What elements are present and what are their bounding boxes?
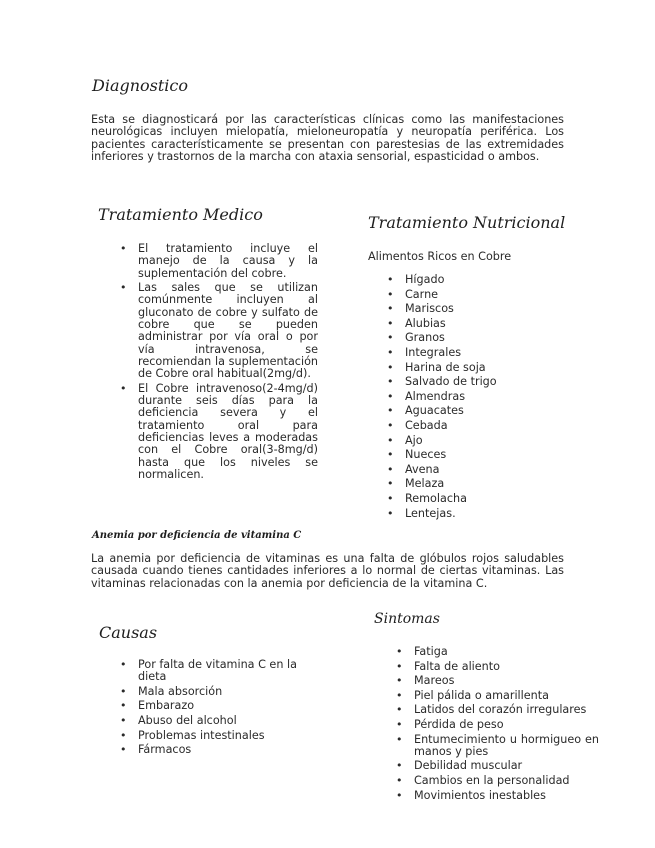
list-item: • Entumecimiento u hormigueo en manos y pies xyxy=(394,734,599,759)
alimentos-subtitle: Alimentos Ricos en Cobre xyxy=(368,250,512,263)
list-item: • Embarazo xyxy=(118,700,318,712)
list-item: • Melaza xyxy=(385,478,565,490)
sintomas-heading: Sintomas xyxy=(374,611,440,627)
tratamiento-medico-heading: Tratamiento Medico xyxy=(98,205,263,224)
list-item: • Hígado xyxy=(385,274,565,286)
list-item: • Ajo xyxy=(385,435,565,447)
list-item: • Latidos del corazón irregulares xyxy=(394,704,599,716)
list-item: • Mareos xyxy=(394,675,599,687)
list-item: • Granos xyxy=(385,332,565,344)
causas-list xyxy=(118,659,318,759)
list-item: • Debilidad muscular xyxy=(394,760,599,772)
list-item: • Nueces xyxy=(385,449,565,461)
list-item: • Mariscos xyxy=(385,303,565,315)
list-item: • Falta de aliento xyxy=(394,661,599,673)
list-item: • El tratamiento incluye el manejo de la causa y la suplementación del cobre. xyxy=(118,243,318,280)
list-item: • Alubias xyxy=(385,318,565,330)
sintomas-list xyxy=(394,646,599,804)
list-item: • Harina de soja xyxy=(385,362,565,374)
list-item: • Cebada xyxy=(385,420,565,432)
list-item: • Piel pálida o amarillenta xyxy=(394,690,599,702)
list-item: • Cambios en la personalidad xyxy=(394,775,599,787)
list-item: • Por falta de vitamina C en la dieta xyxy=(118,659,318,684)
list-item: • Problemas intestinales xyxy=(118,730,318,742)
list-item: • Remolacha xyxy=(385,493,565,505)
list-item: • Aguacates xyxy=(385,405,565,417)
list-item: • Lentejas. xyxy=(385,508,565,520)
list-item: • Mala absorción xyxy=(118,686,318,698)
list-item: • Avena xyxy=(385,464,565,476)
diagnostico-paragraph: Esta se diagnosticará por las características clínicas como las manifestaciones neurológicas incluyen mielopatía, mieloneuropatía y neuropatía periférica. Los pacientes característicamente se presentan con parestesias de las extremidades inferiores y trastornos de la marcha con ataxia sensorial, espasticidad o ambos. xyxy=(91,113,564,164)
tratamiento-medico-list xyxy=(118,243,318,484)
list-item: • Almendras xyxy=(385,391,565,403)
list-item: • Fármacos xyxy=(118,744,318,756)
list-item: • Integrales xyxy=(385,347,565,359)
list-item: • El Cobre intravenoso(2-4mg/d) durante seis días para la deficiencia severa y el tratamiento oral para deficiencias leves a moderadas con el Cobre oral(3-8mg/d) hasta que los niveles se normalicen. xyxy=(118,383,318,481)
list-item: • Fatiga xyxy=(394,646,599,658)
anemia-paragraph: La anemia por deficiencia de vitaminas es una falta de glóbulos rojos saludables causada cuando tienes cantidades inferiores a lo normal de ciertas vitaminas. Las vitaminas relacionadas con la anemia por deficiencia de la vitamina C. xyxy=(91,552,564,590)
causas-heading: Causas xyxy=(99,623,158,642)
list-item: • Movimientos inestables xyxy=(394,790,599,802)
list-item: • Pérdida de peso xyxy=(394,719,599,731)
list-item: • Salvado de trigo xyxy=(385,376,565,388)
diagnostico-heading: Diagnostico xyxy=(92,76,189,95)
list-item: • Carne xyxy=(385,289,565,301)
tratamiento-nutricional-heading: Tratamiento Nutricional xyxy=(368,213,566,232)
list-item: • Las sales que se utilizan comúnmente incluyen al gluconato de cobre y sulfato de cobre que se pueden administrar por vía oral o por vía intravenosa, se recomiendan la suplementación de Cobre oral habitual(2mg/d). xyxy=(118,282,318,380)
list-item: • Abuso del alcohol xyxy=(118,715,318,727)
alimentos-list xyxy=(385,274,565,522)
anemia-heading: Anemia por deficiencia de vitamina C xyxy=(92,530,302,541)
